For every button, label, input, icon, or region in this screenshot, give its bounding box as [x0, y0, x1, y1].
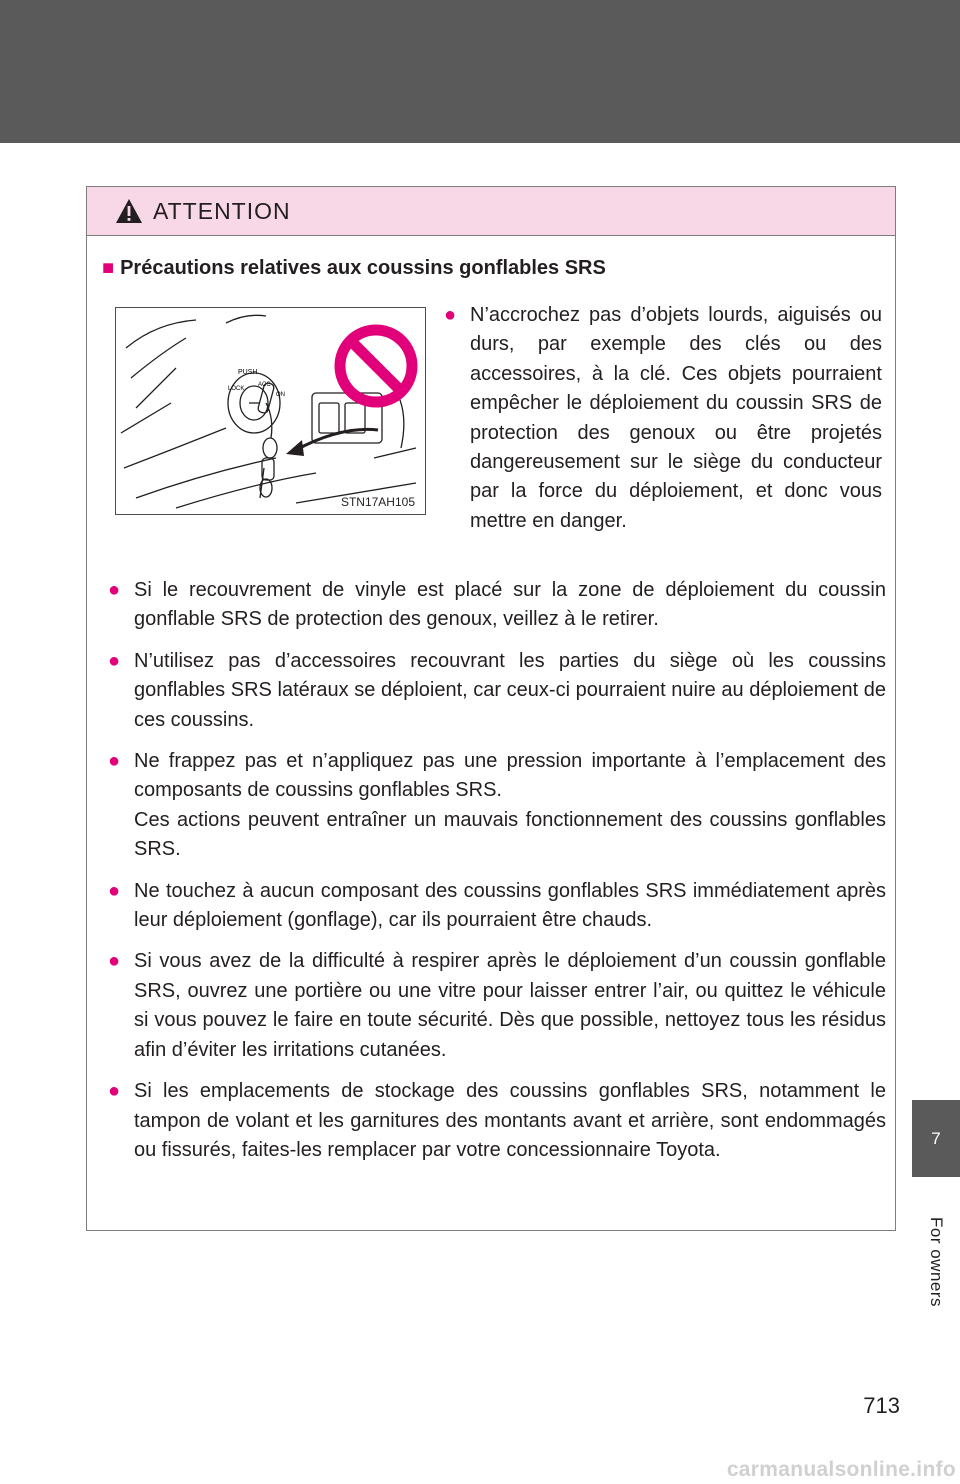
float-bullet — [444, 301, 882, 536]
list-item — [108, 576, 886, 635]
list-item — [108, 747, 886, 865]
bullet-dot-icon: ● — [108, 1080, 121, 1103]
attention-title: ATTENTION — [153, 197, 291, 224]
label-lock: LOCK — [228, 386, 245, 392]
ignition-key-drawing — [116, 308, 426, 515]
list-item-text: Si les emplacements de stockage des coussins gonflables SRS, notamment le tampon de volant et les garnitures des montants avant et arrière, sont endommagés ou fissurés, faites-les remplacer par votre concessionnaire Toyota. — [134, 1080, 886, 1161]
list-item — [108, 947, 886, 1065]
bullet-dot-icon: ● — [108, 649, 121, 672]
label-push: PUSH — [238, 369, 258, 376]
attention-header — [87, 187, 895, 236]
list-item-text: N’utilisez pas d’accessoires recouvrant les parties du siège où les coussins gonflables SRS latéraux se déploient, car ceux-ci pourraient nuire au déploiement de ces coussins. — [134, 649, 886, 731]
attention-box — [86, 186, 896, 1231]
watermark: carmanualsonline.info — [726, 1458, 956, 1481]
chapter-label-text: For owners — [927, 1216, 946, 1308]
list-item-text: N’accrochez pas d’objets lourds, aiguisés ou durs, par exemple des clés ou des accessoires, à la clé. Ces objets pourraient empêcher le déploiement du coussin SRS de protection des genoux ou être projetés dangereusement sur le siège du conducteur par la force du déploiement, et donc vous mettre en danger. — [470, 304, 882, 532]
illustration-code: STN17AH105 — [340, 495, 415, 509]
square-bullet-icon: ■ — [102, 257, 115, 279]
warning-triangle-icon — [115, 198, 143, 224]
arrow-icon — [296, 429, 378, 450]
label-on: ON — [276, 392, 285, 398]
prohibition-icon — [340, 330, 412, 402]
list-item — [108, 1077, 886, 1165]
chapter-tab[interactable] — [912, 1100, 960, 1177]
header-band — [0, 0, 960, 143]
list-item-text: Si le recouvrement de vinyle est placé sur la zone de déploiement du coussin gonflable SRS de protection des genoux, veillez à le retirer. — [134, 579, 886, 631]
bullet-dot-icon: ● — [108, 950, 121, 973]
label-acc: ACC — [258, 382, 271, 388]
chapter-label — [912, 1177, 960, 1347]
bullet-dot-icon: ● — [444, 304, 457, 326]
list-item — [108, 647, 886, 735]
attention-list — [108, 576, 886, 1177]
list-item-text: Ne touchez à aucun composant des coussins gonflables SRS immédiatement après leur déploiement (gonflage), car ils pourraient être chauds. — [134, 879, 886, 932]
list-item — [108, 877, 886, 936]
list-item-text: Ne frappez pas et n’appliquez pas une pression importante à l’emplacement des composants de coussins gonflables SRS. — [134, 750, 886, 802]
chapter-number: 7 — [931, 1128, 941, 1148]
list-item-text: Si vous avez de la difficulté à respirer après le déploiement d’un coussin gonflable SRS, ouvrez une portière ou une vitre pour laisser entrer l’air, ou quittez le véhicule si vous pouvez le faire en toute sécurité. Dès que possible, nettoyez tous les résidus afin d’éviter les irritations cutanées. — [134, 950, 886, 1061]
bullet-dot-icon: ● — [108, 750, 121, 773]
section-heading — [102, 257, 606, 280]
list-item — [444, 301, 882, 536]
bullet-dot-icon: ● — [108, 579, 121, 601]
bullet-dot-icon: ● — [108, 879, 121, 902]
key-illustration — [115, 307, 426, 515]
page-number: 713 — [863, 1393, 900, 1418]
section-heading-text: Précautions relatives aux coussins gonflables SRS — [120, 257, 606, 279]
list-item-text: Ces actions peuvent entraîner un mauvais fonctionnement des coussins gonflables SRS. — [134, 808, 886, 861]
